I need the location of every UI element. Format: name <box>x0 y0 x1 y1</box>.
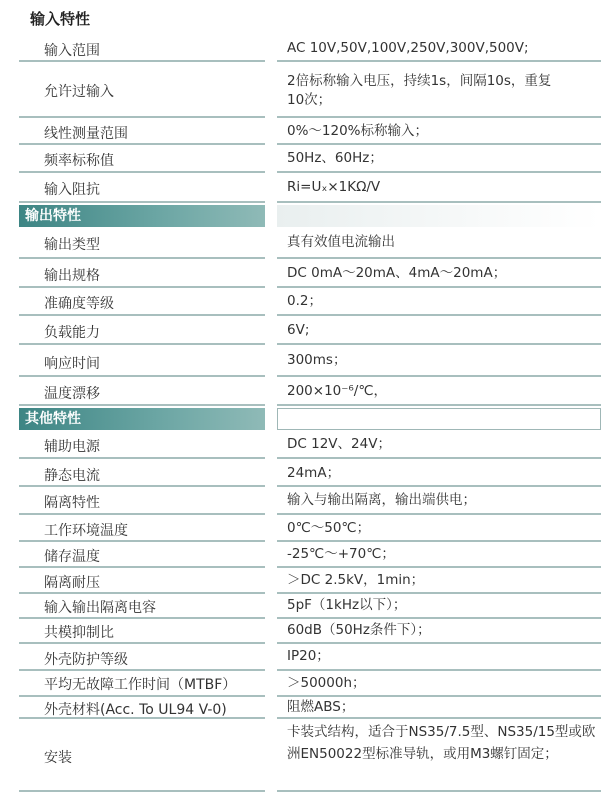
spec-name: 安装 <box>44 750 72 766</box>
spec-row <box>19 62 601 118</box>
spec-name: 平均无故障工作时间（MTBF） <box>44 677 237 693</box>
spec-value: 真有效值电流输出 <box>287 234 395 250</box>
spec-row <box>19 594 601 619</box>
spec-row <box>19 515 601 542</box>
spec-row <box>19 542 601 568</box>
spec-value: ＞50000h； <box>287 675 366 691</box>
spec-value: 200×10⁻⁶/℃， <box>287 383 388 399</box>
spec-name: 工作环境温度 <box>44 523 128 539</box>
spec-row <box>19 118 601 145</box>
spec-value: DC 12V、24V； <box>287 436 391 452</box>
spec-row <box>19 619 601 644</box>
spec-name: 隔离特性 <box>44 495 100 511</box>
spec-value: 输入与输出隔离，输出端供电； <box>287 492 476 508</box>
spec-name: 响应时间 <box>44 356 100 372</box>
section-title-output: 输出特性 <box>19 205 265 227</box>
spec-name: 频率标称值 <box>44 153 114 169</box>
spec-name: 储存温度 <box>44 549 100 565</box>
spec-value: Ri=Uₓ×1KΩ/V <box>287 179 381 195</box>
spec-row <box>19 430 601 459</box>
spec-name: 输出规格 <box>44 268 100 284</box>
spec-row <box>19 345 601 377</box>
spec-row <box>19 719 601 792</box>
spec-value: 24mA； <box>287 465 341 481</box>
spec-value: 0%～120%标称输入； <box>287 123 429 139</box>
spec-value: ＞DC 2.5kV，1min； <box>287 572 425 588</box>
spec-value: 0℃～50℃； <box>287 520 371 536</box>
spec-row <box>19 34 601 62</box>
spec-value: -25℃～+70℃； <box>287 546 395 562</box>
spec-name: 允许过输入 <box>44 84 114 100</box>
section-title-other: 其他特性 <box>19 408 265 430</box>
spec-name: 输出类型 <box>44 237 100 253</box>
spec-row <box>19 697 601 719</box>
spec-name: 负载能力 <box>44 325 100 341</box>
spec-row <box>19 316 601 345</box>
spec-row <box>19 288 601 316</box>
spec-row <box>19 173 601 203</box>
spec-value: 0.2； <box>287 293 322 309</box>
spec-name: 共模抑制比 <box>44 625 114 641</box>
spec-name: 外壳材料(Acc. To UL94 V-0) <box>44 702 227 718</box>
spec-value: AC 10V,50V,100V,250V,300V,500V; <box>287 40 529 56</box>
spec-name: 静态电流 <box>44 468 100 484</box>
section-title-input: 输入特性 <box>30 10 91 28</box>
spec-value: IP20； <box>287 648 330 664</box>
spec-name: 隔离耐压 <box>44 575 100 591</box>
spec-value: 60dB（50Hz条件下）； <box>287 622 431 638</box>
spec-value: DC 0mA～20mA、4mA～20mA； <box>287 265 507 281</box>
section-header-output <box>19 205 601 227</box>
spec-row <box>19 568 601 594</box>
spec-row <box>19 644 601 671</box>
spec-value: 阻燃ABS； <box>287 699 355 715</box>
spec-value: 卡装式结构，适合于NS35/7.5型、NS35/15型或欧洲EN50022型标准导轨，或用M3螺钉固定； <box>287 724 596 762</box>
spec-name: 线性测量范围 <box>44 126 128 142</box>
spec-value: 2倍标称输入电压，持续1s，间隔10s，重复10次； <box>287 73 552 108</box>
spec-value: 50Hz、60Hz； <box>287 150 383 166</box>
spec-name: 输入输出隔离电容 <box>44 600 156 616</box>
spec-value: 5pF（1kHz以下）； <box>287 597 407 613</box>
spec-row <box>19 145 601 173</box>
spec-row <box>19 459 601 487</box>
spec-name: 外壳防护等级 <box>44 652 128 668</box>
spec-row <box>19 487 601 515</box>
spec-row <box>19 227 601 259</box>
section-header-other <box>19 408 601 430</box>
spec-name: 温度漂移 <box>44 386 100 402</box>
spec-name: 输入范围 <box>44 43 100 59</box>
spec-name: 输入阻抗 <box>44 182 100 198</box>
spec-value: 6V; <box>287 322 310 338</box>
spec-row <box>19 259 601 288</box>
spec-row <box>19 671 601 697</box>
spec-value: 300ms； <box>287 352 347 368</box>
spec-name: 辅助电源 <box>44 439 100 455</box>
spec-row <box>19 377 601 406</box>
spec-name: 准确度等级 <box>44 296 114 312</box>
